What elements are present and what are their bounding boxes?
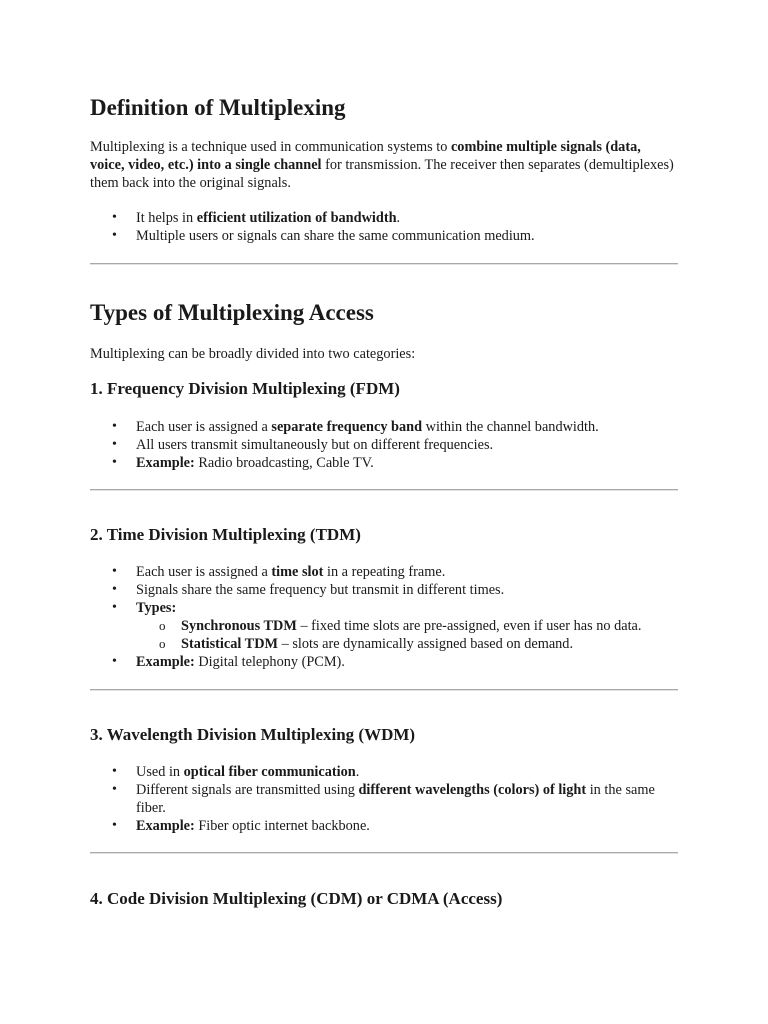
heading-wdm: 3. Wavelength Division Multiplexing (WDM) [90, 725, 416, 744]
section-divider [90, 489, 678, 491]
heading-cdm: 4. Code Division Multiplexing (CDM) or CDMA (Access) [90, 889, 503, 908]
text: Signals share the same frequency but transmit in different times. [136, 582, 505, 598]
text: Multiplexing is a technique used in communication systems to [90, 139, 451, 155]
text: Fiber optic internet backbone. [194, 818, 370, 834]
heading-definition-of-multiplexing: Definition of Multiplexing [90, 95, 346, 120]
text: in the same fiber. [136, 782, 655, 816]
bold-text: Synchronous TDM [181, 618, 297, 634]
text: for transmission. The receiver then separates (demultiplexes) them back into the original signals. [90, 157, 674, 191]
definition-paragraph [90, 138, 678, 192]
text: Each user is assigned a [136, 419, 272, 435]
bold-text: efficient utilization of bandwidth [196, 210, 397, 226]
section-divider [90, 689, 678, 691]
text: Each user is assigned a [136, 564, 272, 580]
list-item [90, 227, 678, 245]
text: – fixed time slots are pre-assigned, even if user has no data. [296, 618, 642, 634]
list-item [90, 563, 678, 581]
types-intro-paragraph: Multiplexing can be broadly divided into two categories: [90, 346, 416, 362]
text: . [355, 764, 360, 780]
list-item [90, 209, 678, 227]
list-item [90, 454, 678, 472]
list-item [90, 817, 678, 835]
definition-bullet-list [90, 209, 678, 245]
bold-text: different wavelengths (colors) of light [358, 782, 587, 798]
tdm-types-sub-list [90, 617, 678, 653]
section-divider [90, 263, 678, 265]
wdm-bullet-list [90, 763, 678, 835]
sub-list-item [90, 617, 678, 635]
heading-types-of-multiplexing-access: Types of Multiplexing Access [90, 300, 374, 325]
text: All users transmit simultaneously but on different frequencies. [136, 437, 494, 453]
text: It helps in [136, 210, 197, 226]
list-item [90, 763, 678, 781]
text: . [396, 210, 401, 226]
sub-list-item [90, 635, 678, 653]
text: Multiple users or signals can share the same communication medium. [136, 228, 535, 244]
bold-text: Statistical TDM [181, 636, 279, 652]
bold-text: Example: [136, 818, 195, 834]
heading-tdm: 2. Time Division Multiplexing (TDM) [90, 525, 361, 544]
bold-text: Example: [136, 455, 195, 471]
list-item [90, 653, 678, 671]
text: within the channel bandwidth. [422, 419, 599, 435]
list-item [90, 436, 678, 454]
list-item [90, 781, 678, 817]
fdm-bullet-list [90, 418, 678, 472]
text: – slots are dynamically assigned based on demand. [278, 636, 574, 652]
bold-text: combine multiple signals (data, voice, video, etc.) into a single channel [90, 139, 641, 173]
text: in a repeating frame. [323, 564, 446, 580]
text: Digital telephony (PCM). [194, 654, 345, 670]
bold-text: time slot [271, 564, 324, 580]
heading-fdm: 1. Frequency Division Multiplexing (FDM) [90, 379, 400, 398]
text: Different signals are transmitted using [136, 782, 359, 798]
list-item [90, 599, 678, 653]
bold-text: Example: [136, 654, 195, 670]
list-item [90, 418, 678, 436]
tdm-bullet-list [90, 563, 678, 671]
bold-text: separate frequency band [271, 419, 423, 435]
list-item [90, 581, 678, 599]
bold-text: optical fiber communication [183, 764, 356, 780]
section-divider [90, 852, 678, 854]
text: Used in [136, 764, 184, 780]
bold-text: Types: [136, 600, 177, 616]
text: Radio broadcasting, Cable TV. [194, 455, 374, 471]
